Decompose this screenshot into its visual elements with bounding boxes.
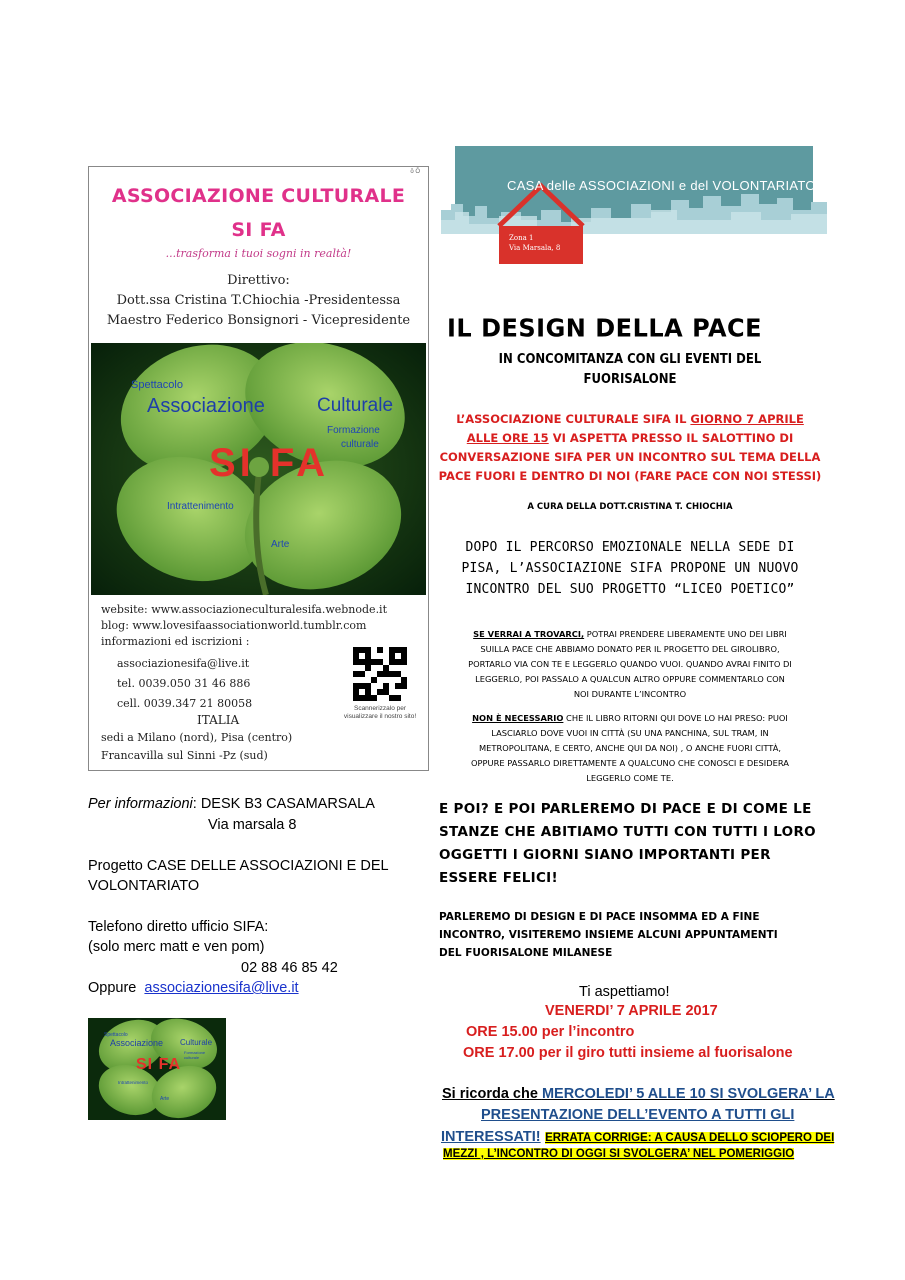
event-time-2: ORE 17.00 per il giro tutti insieme al fuorisalone <box>463 1045 793 1061</box>
red-line-2a: ALLE ORE 15 <box>466 431 549 445</box>
email-link[interactable]: associazionesifa@live.it <box>144 980 299 996</box>
poster-sedi-1: sedi a Milano (nord), Pisa (centro) <box>101 731 293 744</box>
poster-sedi-2: Francavilla sul Sinni -Pz (sud) <box>101 749 268 762</box>
banner-title: CASA delle ASSOCIAZIONI e del VOLONTARIATO <box>507 178 816 193</box>
poster-info-label: informazioni ed iscrizioni : <box>101 635 250 648</box>
non-line-4: OPPURE PASSARLO DIRETTAMENTE A QUALCUNO CHE CONOSCI E DESIDERA <box>471 758 789 768</box>
poster-tel: tel. 0039.050 31 46 886 <box>117 677 251 690</box>
progetto-line-2: VOLONTARIATO <box>88 878 200 894</box>
se-line-4: LEGGERLO, POI PASSALO A QUALCUN ALTRO OPPURE COMMENTARLO CON <box>475 674 785 684</box>
qr-code-icon <box>353 647 407 701</box>
epoi-line-3: OGGETTI I GIORNI SIANO IMPORTANTI PER <box>439 847 771 863</box>
poster-title-line2: SI FA <box>231 219 286 241</box>
ricorda-b: MERCOLEDI’ 5 ALLE 10 SI SVOLGERA’ LA <box>541 1086 835 1102</box>
tel-label: Telefono diretto ufficio SIFA: <box>88 919 269 935</box>
se-bold: SE VERRAI A TROVARCI, <box>473 629 585 639</box>
city-skyline-icon <box>441 146 827 264</box>
non-line-3: METROPOLITANA, E CERTO, ANCHE QUI DA NOI) , O ANCHE FUORI CITTÀ, <box>478 743 782 753</box>
qr-caption: Scannerizzalo per visualizzare il nostro sito! <box>343 705 417 720</box>
a-cura-di: A CURA DELLA DOTT.CRISTINA T. CHIOCHIA <box>527 502 733 512</box>
clover-image <box>91 343 426 595</box>
se-line-2: SUILLA PACE CHE ABBIAMO DONATO PER IL PROGETTO DEL GIROLIBRO, <box>480 644 780 654</box>
errata-line-1: ERRATA CORRIGE: A CAUSA DELLO SCIOPERO DEI <box>545 1132 835 1144</box>
per-info-line <box>88 794 375 814</box>
direttivo-label: Direttivo: <box>227 273 290 288</box>
event-subtitle-2: FUORISALONE <box>583 372 677 387</box>
small-clover-intrattenimento: Intrattenimento <box>118 1080 149 1085</box>
clover-formazione: Formazione <box>327 425 380 436</box>
dopo-line-3: INCONTRO DEL SUO PROGETTO “LICEO POETICO” <box>465 582 795 597</box>
clover-arte: Arte <box>271 539 290 550</box>
ti-aspettiamo: Ti aspettiamo! <box>579 984 670 1000</box>
errata-line-2-wrap <box>443 1148 794 1160</box>
event-subtitle-1: IN CONCOMITANZA CON GLI EVENTI DEL <box>498 352 762 367</box>
direttivo-president: Dott.ssa Cristina T.Chiochia -Presidentessa <box>116 293 401 308</box>
parl-line-1: PARLEREMO DI DESIGN E DI PACE INSOMMA ED A FINE <box>439 911 760 923</box>
small-clover-formazione: Formazione culturale <box>184 1050 206 1060</box>
event-time-1: ORE 15.00 per l’incontro <box>466 1024 635 1040</box>
non-bold: NON È NECESSARIO <box>472 713 564 723</box>
poster-tagline: ...trasforma i tuoi sogni in realtà! <box>165 247 352 260</box>
clover-culturale: Culturale <box>317 395 394 416</box>
parl-line-2: INCONTRO, VISITEREMO INSIEME ALCUNI APPUNTAMENTI <box>439 929 778 941</box>
casa-associazioni-banner <box>441 146 827 264</box>
poster-blog: blog: www.lovesifaassociationworld.tumblr.com <box>101 619 367 632</box>
red-line-3: CONVERSAZIONE SIFA PER UN INCONTRO SUL TEMA DELLA <box>439 450 821 464</box>
clover-intrattenimento: Intrattenimento <box>167 501 234 512</box>
ricorda-a: Si ricorda che <box>442 1086 542 1102</box>
se-line-3: PORTARLO VIA CON TE E LEGGERLO QUANDO VUOI. QUANDO AVRAI FINITO DI <box>468 659 792 669</box>
small-clover-sifa: SI FA <box>136 1056 182 1073</box>
ricorda-d: INTERESSATI! <box>441 1129 541 1145</box>
non-line-1 <box>436 711 824 726</box>
red-line-1b: GIORNO 7 APRILE <box>690 412 804 426</box>
event-title: IL DESIGN DELLA PACE <box>447 313 763 343</box>
red-line-4: PACE FUORI E DENTRO DI NOI (FARE PACE CON NOI STESSI) <box>438 469 822 483</box>
errata-line-2: MEZZI , L’INCONTRO DI OGGI SI SVOLGERA’ NEL POMERIGGIO <box>443 1148 795 1160</box>
clover-culturale-small: culturale <box>341 439 379 450</box>
non-line-2: LASCIARLO DOVE VUOI IN CITTÀ (SU UNA PANCHINA, SUL TRAM, IN <box>491 728 769 738</box>
poster-title-line1: ASSOCIAZIONE CULTURALE <box>111 185 406 207</box>
se-line-1-text: POTRAI PRENDERE LIBERAMENTE UNO DEI LIBRI <box>584 629 787 639</box>
red-line-1 <box>436 410 824 429</box>
clover-sifa: SI FA <box>209 441 330 485</box>
se-line-5: NOI DURANTE L’INCONTRO <box>573 689 687 699</box>
direttivo-vicepresident: Maestro Federico Bonsignori - Vicepresidente <box>106 313 411 328</box>
se-line-1 <box>436 627 824 642</box>
small-clover-arte: Arte <box>160 1096 170 1102</box>
per-info-value: : DESK B3 CASAMARSALA <box>192 796 375 812</box>
progetto-line-1: Progetto CASE DELLE ASSOCIAZIONI E DEL <box>88 858 389 874</box>
non-line-1-text: CHE IL LIBRO RITORNI QUI DOVE LO HAI PRESO: PUOI <box>563 713 788 723</box>
per-info-label: Per informazioni <box>88 796 193 812</box>
poster-website: website: www.associazioneculturalesifa.webnode.it <box>101 603 387 616</box>
ricorda-line-3 <box>441 1128 834 1146</box>
small-clover-culturale: Culturale <box>180 1038 213 1047</box>
clover-spettacolo: Spettacolo <box>131 379 183 391</box>
epoi-line-1: E POI? E POI PARLEREMO DI PACE E DI COME LE <box>439 801 812 817</box>
small-clover-assoc: Associazione <box>110 1038 164 1048</box>
banner-zona: Zona 1 <box>509 234 534 242</box>
tel-hours: (solo merc matt e ven pom) <box>88 939 265 955</box>
clover-associazione: Associazione <box>147 395 265 417</box>
epoi-line-4: ESSERE FELICI! <box>439 870 558 886</box>
small-clover-image <box>88 1018 226 1120</box>
oppure-line <box>88 978 299 998</box>
event-date: VENERDI’ 7 APRILE 2017 <box>545 1003 718 1019</box>
ricorda-line-2: PRESENTAZIONE DELL’EVENTO A TUTTI GLI <box>481 1107 795 1123</box>
red-line-1a: L’ASSOCIAZIONE CULTURALE SIFA IL <box>456 412 691 426</box>
non-line-5: LEGGERLO COME TE. <box>586 773 674 783</box>
dopo-line-1: DOPO IL PERCORSO EMOZIONALE NELLA SEDE DI <box>465 540 795 555</box>
red-line-2b: VI ASPETTA PRESSO IL SALOTTINO DI <box>548 431 794 445</box>
small-clover-spettacolo: Spettacolo <box>104 1032 128 1038</box>
barcode-mark: ŏ Ŏ <box>410 169 420 175</box>
poster-email: associazionesifa@live.it <box>117 657 250 670</box>
banner-address: Via Marsala, 8 <box>509 244 561 252</box>
parl-line-3: DEL FUORISALONE MILANESE <box>439 947 613 959</box>
ricorda-line-1 <box>442 1086 835 1102</box>
red-line-2 <box>436 429 824 448</box>
association-poster <box>88 166 429 771</box>
contact-address: Via marsala 8 <box>208 817 297 833</box>
dopo-line-2: PISA, L’ASSOCIAZIONE SIFA PROPONE UN NUOVO <box>461 561 799 576</box>
poster-country: ITALIA <box>197 713 240 727</box>
epoi-line-2: STANZE CHE ABITIAMO TUTTI CON TUTTI I LORO <box>439 824 816 840</box>
tel-number: 02 88 46 85 42 <box>241 960 338 976</box>
poster-cell: cell. 0039.347 21 80058 <box>117 697 253 710</box>
oppure-label: Oppure <box>88 980 145 996</box>
